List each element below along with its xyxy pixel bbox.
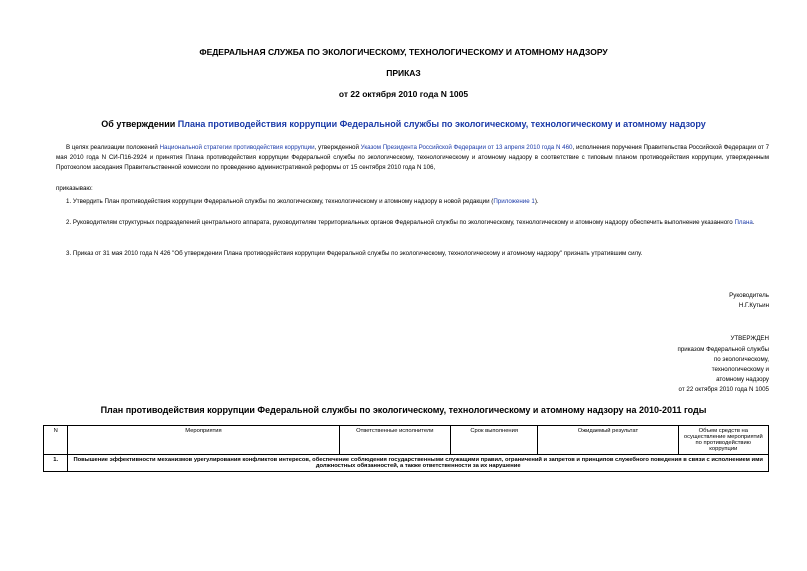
approved-line-1: приказом Федеральной службы [677,346,769,353]
document-title [0,119,807,129]
row-1-number: 1. [44,455,68,472]
order-word: приказываю: [56,185,93,192]
signature-role: Руководитель [729,292,769,299]
col-header-measures: Мероприятия [68,426,339,455]
item-3: 3. Приказ от 31 мая 2010 года N 426 "Об утверждении Плана противодействия коррупции Федеральной службы по экологическому, технологическому и атомному надзору" признать утратившим силу. [66,250,643,257]
approved-label: УТВЕРЖДЕН [730,335,769,342]
signature-name: Н.Г.Кутьин [738,302,769,309]
preamble-text-3: , исполнения поручения Правительства Российской Федерации от 7 мая 2010 года N СИ-П16-2924 и принятия Плана противодействия коррупции Федеральной службы по экологическому, технологическому и атомному надзору в соответствие с типовым планом противодействия коррупции, утвержденным Протоколом заседания Правительственной комиссии по проведению административной реформы от 15 сентября 2010 года N 106, [56,144,770,171]
table-row [44,455,769,472]
preamble-text-2: , утвержденной [314,144,361,151]
doc-type-heading: ПРИКАЗ [386,68,421,78]
presidential-decree-link[interactable]: Указом Президента Российской Федерации от 13 апреля 2010 года N 460 [360,144,573,151]
item-1 [66,197,539,207]
preamble-text-1: В целях реализации положений [66,144,160,151]
col-header-scope: Объем средств на осуществление мероприятий по противодействию коррупции [678,426,768,455]
preamble-paragraph [56,143,769,173]
row-1-section: Повышение эффективности механизмов урегулирования конфликтов интересов, обеспечение соблюдения государственными служащими правил, ограничений и запретов и принципов служебного поведения в связи с исполнением ими должностных обязанностей, а также ответственности за их нарушение [68,455,769,472]
national-strategy-link[interactable]: Национальной стратегии противодействия коррупции [159,144,315,151]
item-1-end: ). [534,198,539,205]
title-prefix: Об утверждении [101,119,178,129]
col-header-n: N [44,426,68,455]
col-header-result: Ожидаемый результат [538,426,678,455]
item-2-end: . [752,219,755,226]
col-header-responsible: Ответственные исполнители [339,426,451,455]
table-header-row [44,426,769,455]
approved-line-4: атомному надзору [716,376,769,383]
agency-heading: ФЕДЕРАЛЬНАЯ СЛУЖБА ПО ЭКОЛОГИЧЕСКОМУ, ТЕХНОЛОГИЧЕСКОМУ И АТОМНОМУ НАДЗОРУ [199,47,608,57]
item-2 [56,218,769,228]
item-2-text: 2. Руководителям структурных подразделений центрального аппарата, руководителям территориальных органов Федеральной службы по экологическому, технологическому и атомному надзору обеспечить выполнение указанного [66,219,735,226]
plan-short-link[interactable]: Плана [734,219,753,226]
date-number-heading: от 22 октября 2010 года N 1005 [338,89,469,99]
plan-table [43,425,769,472]
approved-line-2: по экологическому, [713,356,769,363]
col-header-deadline: Срок выполнения [451,426,538,455]
item-1-text: 1. Утвердить План противодействия коррупции Федеральной службы по экологическому, технологическому и атомному надзору в новой редакции ( [66,198,494,205]
plan-title: План противодействия коррупции Федеральной службы по экологическому, технологическому и атомному надзору на 2010-2011 годы [100,405,707,415]
approved-line-5: от 22 октября 2010 года N 1005 [678,386,769,393]
plan-link[interactable]: Плана противодействия коррупции Федеральной службы по экологическому, технологическому и атомному надзору [177,119,706,129]
approved-line-3: технологическому и [711,366,769,373]
appendix-1-link[interactable]: Приложение 1 [493,198,535,205]
